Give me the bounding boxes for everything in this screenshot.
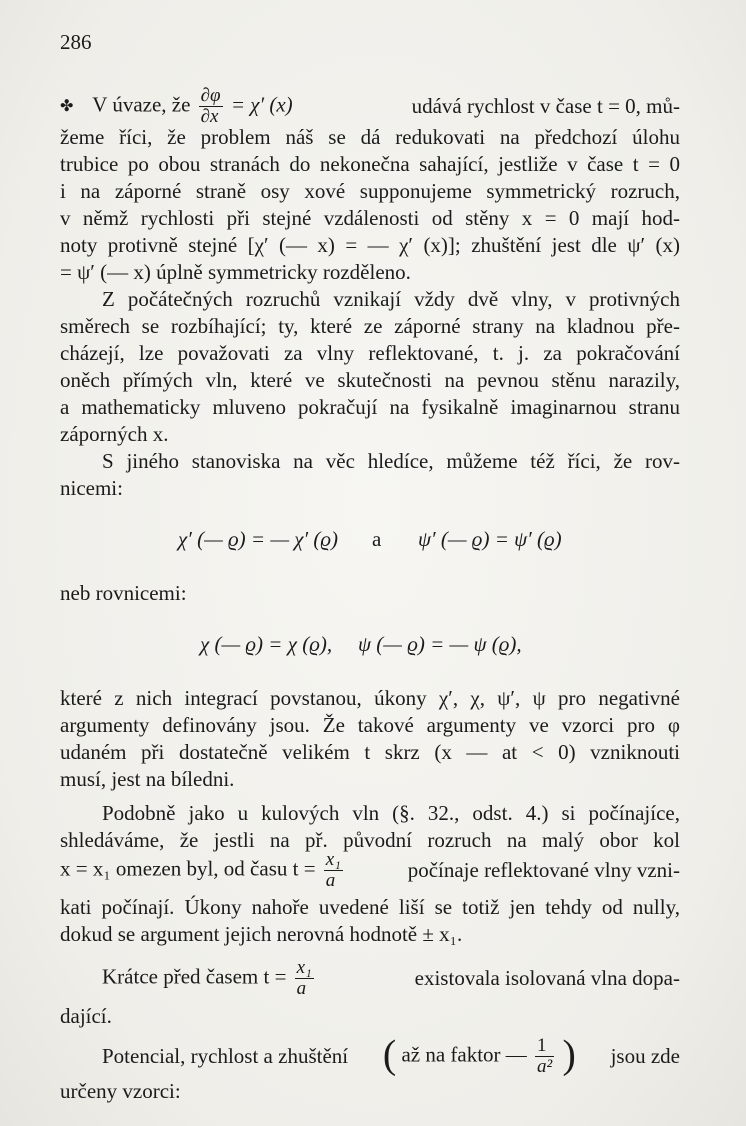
- paragraph-7-line-1: [102, 958, 680, 999]
- paragraph-4-line-1: neb rovnicemi:: [60, 581, 187, 605]
- paragraph-6-line-3: [60, 850, 680, 891]
- paragraph-1-line-5: v němž rychlosti při stejné vzdálenosti od stěny x = 0 mají hod-: [60, 206, 680, 230]
- fraction-denominator: ∂x: [200, 106, 219, 127]
- fraction-numerator: 1: [535, 1036, 554, 1057]
- paragraph-6-line-5: dokud se argument jejich nerovná hodnotě ± x₁.: [60, 922, 463, 946]
- text-span: Potencial, rychlost a zhuštění: [102, 1044, 349, 1068]
- fraction-numerator: x₁: [325, 849, 341, 870]
- paragraph-1-line-1: [60, 86, 680, 127]
- paragraph-7-line-2: dající.: [60, 1004, 112, 1028]
- fraction-denominator: a²: [537, 1056, 553, 1077]
- paragraph-2-line-2: směrech se rozbíhající; ty, které ze záporné strany na kladnou pře-: [60, 314, 680, 338]
- paragraph-1-line-6: noty protivně stejné [χ′ (— x) = — χ′ (x)]; zhuštění jest dle ψ′ (x): [60, 233, 680, 257]
- paragraph-1-line-4: i na záporné straně osy xové supponujeme symmetrický rozruch,: [60, 179, 680, 203]
- text-span: počínaje reflektované vlny vzni-: [407, 858, 680, 882]
- time-fraction: [324, 850, 343, 891]
- paragraph-mark-icon: ✤: [60, 98, 74, 116]
- text-span: x = x₁ omezen byl, od času t =: [60, 856, 316, 881]
- text-span: jsou zde: [610, 1044, 680, 1068]
- equation-1-conjunction: a: [372, 527, 382, 551]
- fraction-denominator: a: [325, 870, 336, 891]
- paragraph-5-line-1: které z nich integrací povstanou, úkony χ′, χ, ψ′, ψ pro negativné: [60, 686, 680, 710]
- text-span: až na faktor —: [401, 1042, 527, 1067]
- equation-1-right: ψ′ (— ϱ) = ψ′ (ϱ): [418, 527, 562, 551]
- paragraph-6-line-4: kati počínají. Úkony nahoře uvedené liší se totiž jen tehdy od nully,: [60, 895, 680, 919]
- right-parenthesis: ): [562, 1031, 576, 1077]
- paragraph-6-line-2: shledáváme, že jestli na př. původní rozruch na malý obor kol: [60, 828, 680, 852]
- paragraph-3-line-1: S jiného stanoviska na věc hledíce, můžeme též říci, že rov-: [102, 449, 680, 473]
- paragraph-6-line-1: Podobně jako u kulových vln (§. 32., odst. 4.) si počínajíce,: [102, 801, 680, 825]
- paragraph-5-line-2: argumenty definovány jsou. Že takové argumenty ve vzorci pro φ: [60, 713, 680, 737]
- fraction-denominator: a: [296, 978, 307, 999]
- paragraph-2-line-5: a mathematicky mluveno pokračují na fysikalně imaginarnou stranu: [60, 395, 680, 419]
- paragraph-1-line-3: trubice po obou stranách do nekonečna sahající, jestliže v čase t = 0: [60, 152, 680, 176]
- left-parenthesis: (: [382, 1031, 397, 1077]
- fraction-numerator: x₁: [296, 957, 312, 978]
- text-span: existovala isolovaná vlna dopa-: [414, 966, 680, 990]
- text-span: V úvaze, že: [92, 92, 191, 117]
- page-number: 286: [60, 30, 92, 54]
- time-fraction: [295, 958, 314, 999]
- fraction-numerator: ∂φ: [200, 85, 221, 106]
- partial-derivative-fraction: [199, 86, 223, 127]
- paragraph-3-line-2: nicemi:: [60, 476, 123, 500]
- equation-2-left: χ (— ϱ) = χ (ϱ),: [200, 632, 333, 656]
- paragraph-2-line-6: záporných x.: [60, 422, 169, 446]
- paragraph-5-line-3: udaném při dostatečně velikém t skrz (x — at < 0) vzniknouti: [60, 740, 680, 764]
- paragraph-2-line-3: cházejí, lze považovati za vlny reflektované, t. j. za pokračování: [60, 341, 680, 365]
- factor-fraction: [535, 1036, 554, 1077]
- equation-2-right: ψ (— ϱ) = — ψ (ϱ),: [358, 632, 522, 656]
- text-span: udává rychlost v čase t = 0, mů-: [411, 94, 680, 118]
- paragraph-1-line-7: = ψ′ (— x) úplně symmetricky rozděleno.: [60, 260, 411, 284]
- paragraph-8-line-1: [102, 1031, 680, 1077]
- text-span: Krátce před časem t =: [102, 964, 287, 989]
- text-span: = χ′ (x): [230, 92, 293, 117]
- paragraph-5-line-4: musí, jest na bíledni.: [60, 767, 235, 791]
- paragraph-1-line-2: žeme říci, že problem náš se dá redukovati na předchozí úlohu: [60, 125, 680, 149]
- paragraph-8-line-2: určeny vzorci:: [60, 1079, 181, 1103]
- equation-1-left: χ′ (— ϱ) = — χ′ (ϱ): [178, 527, 338, 551]
- paragraph-2-line-4: oněch přímých vln, které ve skutečnosti na pevnou stěnu narazily,: [60, 368, 680, 392]
- paragraph-2-line-1: Z počátečných rozruchů vznikají vždy dvě vlny, v protivných: [102, 287, 680, 311]
